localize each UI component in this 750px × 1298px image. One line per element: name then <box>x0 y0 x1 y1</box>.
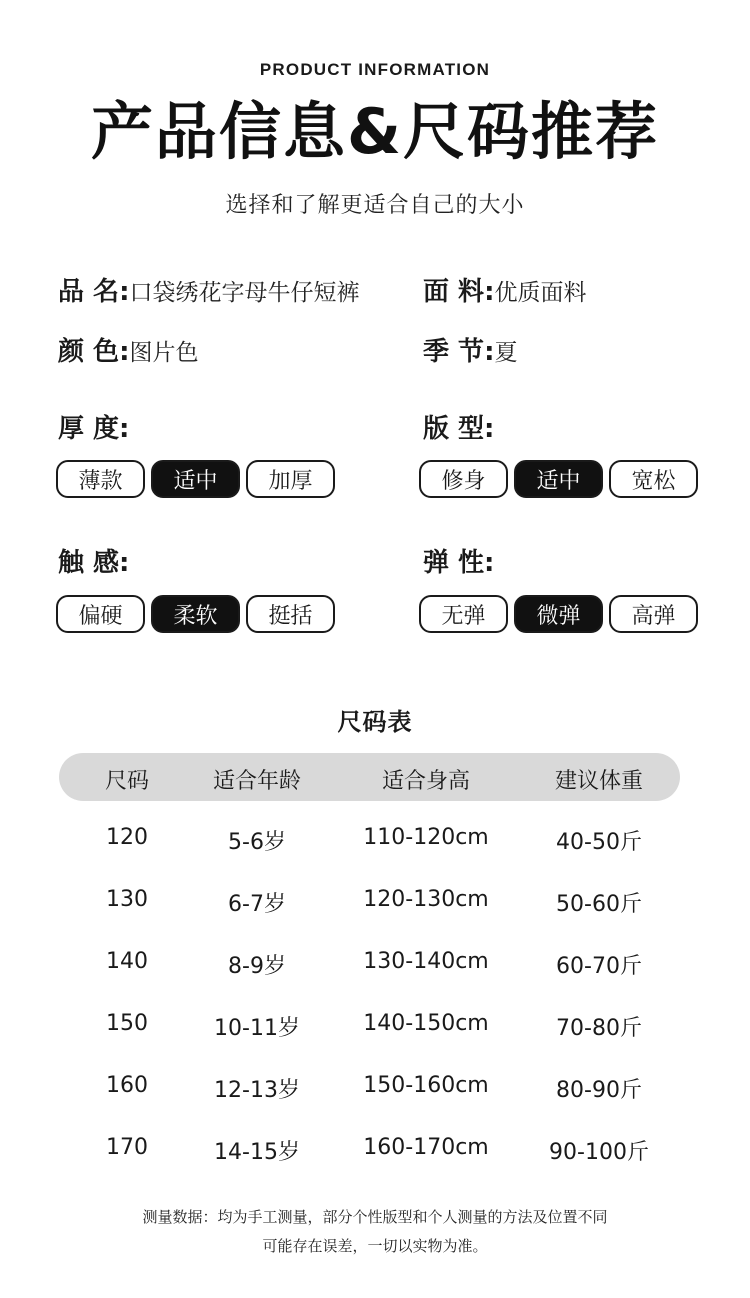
fit-option: 宽松 <box>609 460 698 498</box>
table-cell: 130-140cm <box>363 949 489 974</box>
header-cell: 尺码 <box>104 769 150 794</box>
thickness-option: 加厚 <box>246 460 335 498</box>
info-season-value: 夏 <box>494 340 518 366</box>
table-cell: 90-100斤 <box>549 1140 649 1165</box>
feel-option: 偏硬 <box>56 595 145 633</box>
info-color-colon: : <box>119 337 130 367</box>
table-cell: 140 <box>106 949 148 974</box>
table-cell: 110-120cm <box>363 825 489 850</box>
info-material <box>423 275 586 310</box>
table-cell: 140-150cm <box>363 1011 489 1036</box>
table-cell: 130 <box>106 887 148 912</box>
table-cell: 12-13岁 <box>214 1078 300 1103</box>
size-table-title: 尺码表 <box>337 708 413 736</box>
footnote-line-1: 测量数据：均为手工测量，部分个性版型和个人测量的方法及位置不同 <box>142 1208 608 1226</box>
table-cell: 120 <box>106 825 148 850</box>
elasticity-option: 无弹 <box>419 595 508 633</box>
table-cell: 10-11岁 <box>214 1016 300 1041</box>
info-color-label: 颜 色 <box>58 337 120 367</box>
info-color <box>58 335 198 370</box>
thickness-options <box>56 460 335 498</box>
header-cell: 适合年龄 <box>212 769 302 794</box>
header-cell: 适合身高 <box>381 769 471 794</box>
elasticity-option: 高弹 <box>609 595 698 633</box>
table-cell: 40-50斤 <box>556 830 642 855</box>
info-season <box>423 335 517 370</box>
elasticity-option: 微弹 <box>514 595 603 633</box>
feel-option: 挺括 <box>246 595 335 633</box>
table-cell: 150-160cm <box>363 1073 489 1098</box>
page-title: 产品信息&尺码推荐 <box>90 95 660 168</box>
info-material-label: 面 料 <box>423 277 485 307</box>
table-cell: 5-6岁 <box>228 830 286 855</box>
info-name-value: 口袋绣花字母牛仔短裤 <box>129 280 360 306</box>
fit-option: 适中 <box>514 460 603 498</box>
table-cell: 6-7岁 <box>228 892 286 917</box>
table-cell: 60-70斤 <box>556 954 642 979</box>
feel-options <box>56 595 335 633</box>
table-cell: 150 <box>106 1011 148 1036</box>
footnote-line-2: 可能存在误差，一切以实物为准。 <box>262 1237 488 1255</box>
table-cell: 160 <box>106 1073 148 1098</box>
table-cell: 120-130cm <box>363 887 489 912</box>
fit-label: 版 型: <box>423 414 495 444</box>
info-material-colon: : <box>484 277 495 307</box>
elasticity-label: 弹 性: <box>423 548 495 578</box>
info-name-colon: : <box>119 277 130 307</box>
table-cell: 14-15岁 <box>214 1140 300 1165</box>
info-season-label: 季 节 <box>423 337 485 367</box>
table-cell: 170 <box>106 1135 148 1160</box>
table-cell: 80-90斤 <box>556 1078 642 1103</box>
thickness-option: 适中 <box>151 460 240 498</box>
table-cell: 8-9岁 <box>228 954 286 979</box>
size-table-header <box>59 753 680 801</box>
thickness-label: 厚 度: <box>58 414 130 444</box>
eyebrow-text: PRODUCT INFORMATION <box>259 60 491 79</box>
info-color-value: 图片色 <box>129 340 199 366</box>
feel-option: 柔软 <box>151 595 240 633</box>
info-material-value: 优质面料 <box>494 280 587 306</box>
fit-options <box>419 460 698 498</box>
table-cell: 70-80斤 <box>556 1016 642 1041</box>
feel-label: 触 感: <box>58 548 130 578</box>
header-cell: 建议体重 <box>554 769 644 794</box>
info-season-colon: : <box>484 337 495 367</box>
table-cell: 50-60斤 <box>556 892 642 917</box>
page-subtitle: 选择和了解更适合自己的大小 <box>225 193 525 218</box>
thickness-option: 薄款 <box>56 460 145 498</box>
table-cell: 160-170cm <box>363 1135 489 1160</box>
info-name <box>58 275 359 310</box>
elasticity-options <box>419 595 698 633</box>
fit-option: 修身 <box>419 460 508 498</box>
info-name-label: 品 名 <box>58 277 120 307</box>
